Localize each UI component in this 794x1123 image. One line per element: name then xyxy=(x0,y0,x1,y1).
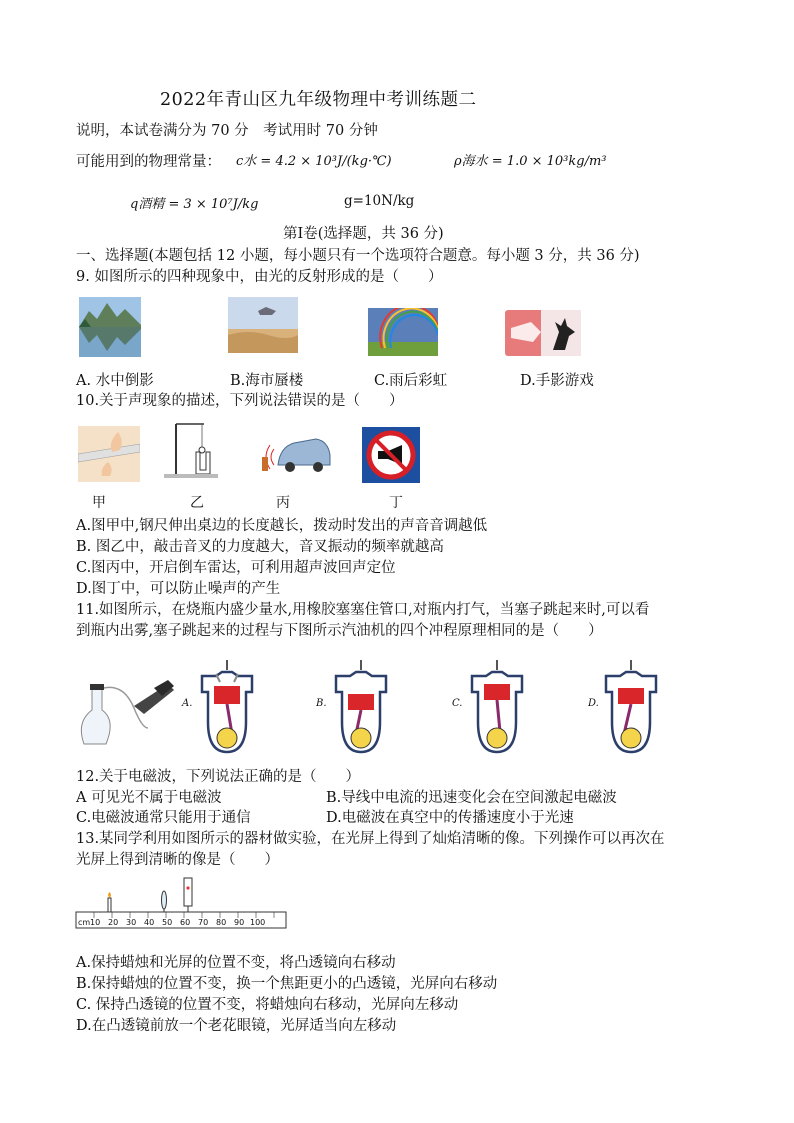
q10-option-a[interactable]: A.图甲中,钢尺伸出桌边的长度越长，拨动时发出的声音音调越低 xyxy=(76,518,488,534)
q11-stem-line2: 到瓶内出雾,塞子跳起来的过程与下图所示汽油机的四个冲程原理相同的是（ ） xyxy=(76,623,603,639)
q13-ruler-label-80: 80 xyxy=(216,918,227,927)
q13-option-a[interactable]: A.保持蜡烛和光屏的位置不变，将凸透镜向右移动 xyxy=(76,955,396,971)
q11-label-a: A. xyxy=(182,698,193,709)
q13-ruler-label-unit: cm xyxy=(78,918,91,927)
q10-caption-ding: 丁 xyxy=(389,495,403,511)
q10-caption-yi: 乙 xyxy=(190,495,204,511)
q11-engine-d xyxy=(600,658,662,758)
q11-stem-line1: 11.如图所示，在烧瓶内盛少量水,用橡胶塞塞住管口,对瓶内打气，当塞子跳起来时,可以看 xyxy=(76,602,650,618)
q11-label-c: C. xyxy=(452,698,463,709)
q13-ruler-label-70: 70 xyxy=(198,918,209,927)
q9-option-b[interactable]: B.海市蜃楼 xyxy=(230,373,304,389)
q13-ruler-label-40: 40 xyxy=(144,918,155,927)
exam-title: 2022年青山区九年级物理中考训练题二 xyxy=(160,90,477,110)
q10-image-tuning-fork xyxy=(156,418,226,482)
q13-ruler-label-60: 60 xyxy=(180,918,191,927)
q13-ruler-label-90: 90 xyxy=(234,918,245,927)
q10-image-no-horn-sign xyxy=(362,427,420,483)
q13-ruler-label-50: 50 xyxy=(162,918,173,927)
q11-label-d: D. xyxy=(588,698,599,709)
q10-option-b[interactable]: B. 图乙中，敲击音叉的力度越大，音叉振动的频率就越高 xyxy=(76,539,444,555)
q10-image-parking-radar xyxy=(256,427,332,475)
q13-ruler-label-10: 10 xyxy=(90,918,101,927)
q10-stem: 10.关于声现象的描述，下列说法错误的是（ ） xyxy=(76,393,404,409)
constants-label: 可能用到的物理常量： xyxy=(76,154,221,170)
q11-engine-c xyxy=(466,658,528,758)
q13-option-b[interactable]: B.保持蜡烛的位置不变，换一个焦距更小的凸透镜，光屏向右移动 xyxy=(76,976,498,992)
constant-c-water: c水 = 4.2 × 10³J/(kg·℃) xyxy=(236,154,392,169)
q9-option-c[interactable]: C.雨后彩虹 xyxy=(374,373,448,389)
q11-engine-b xyxy=(330,658,392,758)
q13-option-d[interactable]: D.在凸透镜前放一个老花眼镜，光屏适当向左移动 xyxy=(76,1018,397,1034)
exam-note: 说明，本试卷满分为 70 分 考试用时 70 分钟 xyxy=(76,123,378,139)
q13-option-c[interactable]: C. 保持凸透镜的位置不变，将蜡烛向右移动，光屏向左移动 xyxy=(76,997,459,1013)
q11-label-b: B. xyxy=(316,698,327,709)
q12-option-c[interactable]: C.电磁波通常只能用于通信 xyxy=(76,810,251,826)
q13-stem-line1: 13.某同学利用如图所示的器材做实验，在光屏上得到了灿焰清晰的像。下列操作可以再次在 xyxy=(76,831,665,847)
constant-g: g=10N/kg xyxy=(344,193,415,209)
q10-option-c[interactable]: C.图丙中，开启倒车雷达，可利用超声波回声定位 xyxy=(76,560,396,576)
q9-stem: 9. 如图所示的四种现象中，由光的反射形成的是（ ） xyxy=(76,269,443,285)
q9-option-d[interactable]: D.手影游戏 xyxy=(520,373,594,389)
q13-stem-line2: 光屏上得到清晰的像是（ ） xyxy=(76,852,279,868)
q10-caption-jia: 甲 xyxy=(92,495,106,511)
q12-option-d[interactable]: D.电磁波在真空中的传播速度小于光速 xyxy=(326,810,574,826)
section-heading: 一、选择题(本题包括 12 小题，每小题只有一个选项符合题意。每小题 3 分，共 36 分) xyxy=(76,248,640,264)
q10-caption-bing: 丙 xyxy=(276,495,290,511)
constant-q-alcohol: q酒精 = 3 × 10⁷J/kg xyxy=(130,197,259,212)
q12-option-b[interactable]: B.导线中电流的迅速变化会在空间激起电磁波 xyxy=(326,790,617,806)
q13-ruler-label-100: 100 xyxy=(250,918,266,927)
q11-engine-a xyxy=(196,658,258,758)
constant-rho-sea: ρ海水 = 1.0 × 10³kg/m³ xyxy=(454,154,607,169)
q9-image-reflection xyxy=(79,297,141,357)
q9-option-a[interactable]: A. 水中倒影 xyxy=(76,373,154,389)
q12-stem: 12.关于电磁波，下列说法正确的是（ ） xyxy=(76,769,361,785)
q10-image-ruler xyxy=(78,426,140,482)
q11-image-flask-pump xyxy=(78,676,176,754)
volume-heading: 第Ⅰ卷(选择题，共 36 分) xyxy=(283,226,444,242)
q10-option-d[interactable]: D.图丁中，可以防止噪声的产生 xyxy=(76,581,281,597)
q12-option-a[interactable]: A 可见光不属于电磁波 xyxy=(76,790,222,806)
q13-ruler-label-20: 20 xyxy=(108,918,119,927)
q9-image-mirage xyxy=(228,297,298,353)
q9-image-hand-shadow xyxy=(505,310,581,356)
q9-image-rainbow xyxy=(368,308,438,356)
q13-ruler-label-30: 30 xyxy=(126,918,137,927)
